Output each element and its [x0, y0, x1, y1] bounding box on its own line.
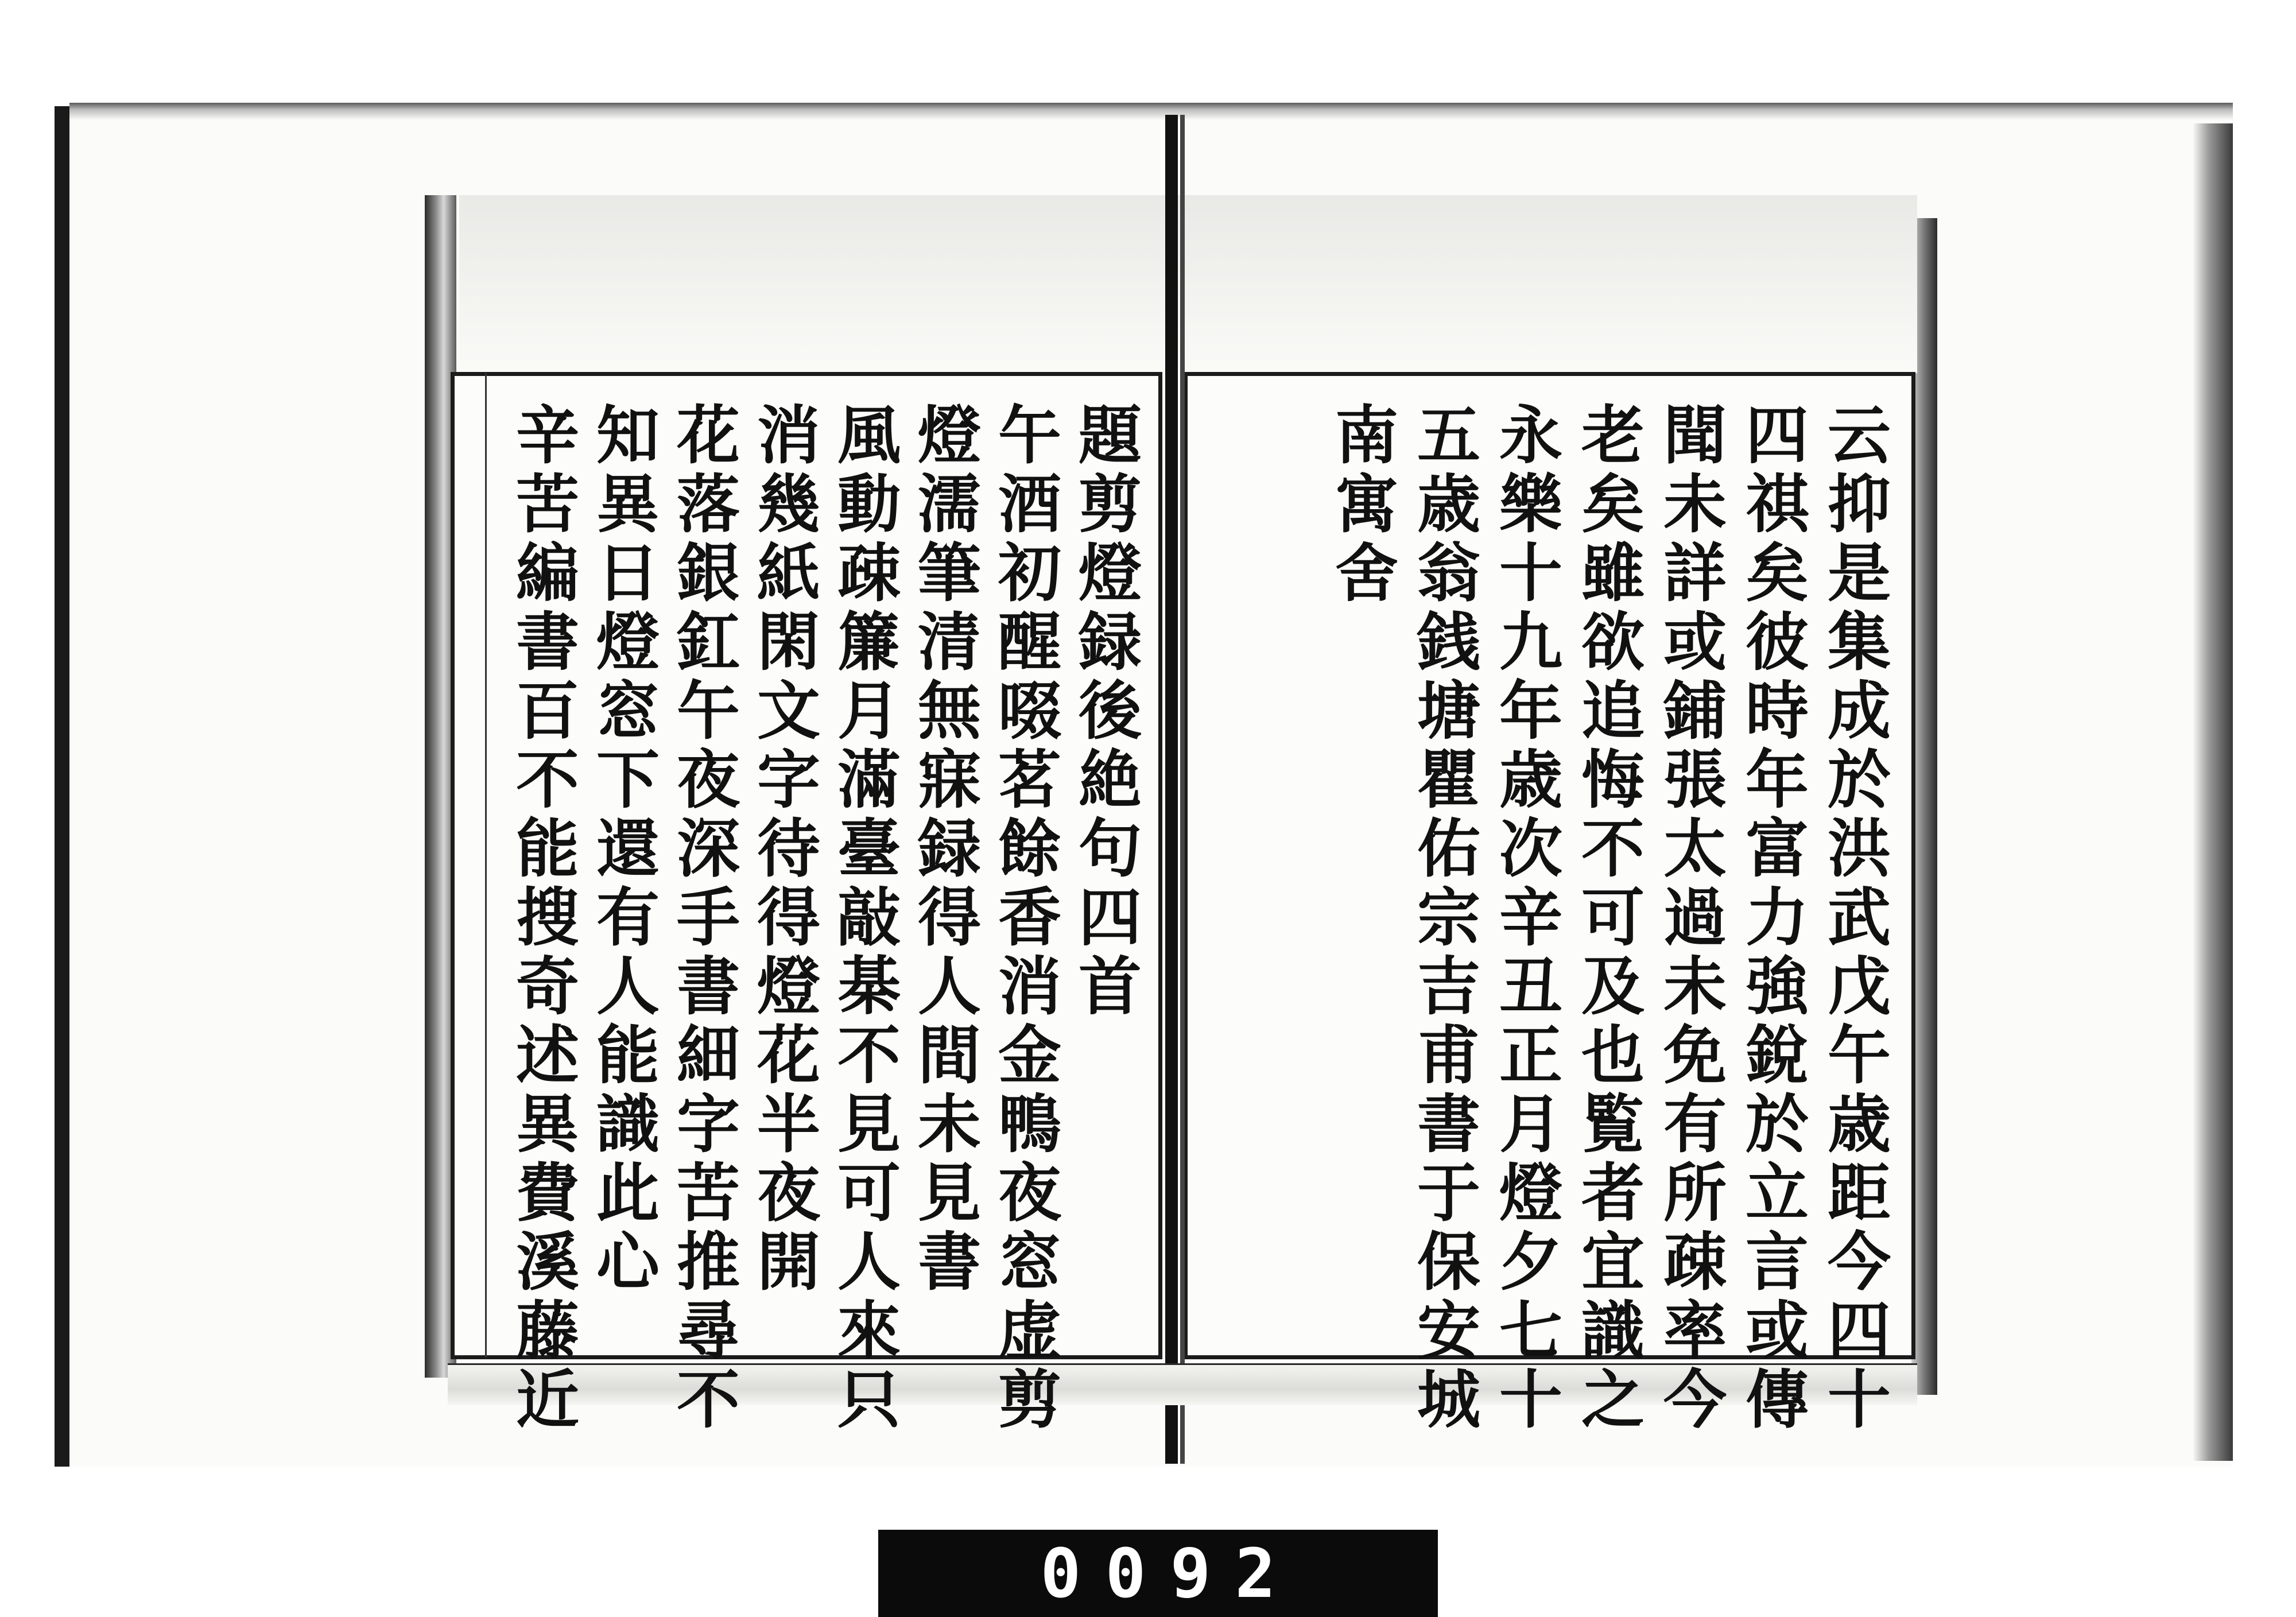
right-page-column-5: 永樂十九年歳次辛丑正月燈夕七十 [1489, 402, 1563, 1435]
right-page-column-6: 五歳翁銭塘瞿佑宗吉甫書于保安城 [1407, 402, 1481, 1435]
left-page-column-1: 題剪燈録後絶句四首 [1068, 402, 1142, 1022]
catalog-number: 0092 [1040, 1534, 1300, 1613]
left-page-column-5: 消幾紙閑文字待得燈花半夜開 [747, 402, 821, 1297]
left-page-gutter-strip [451, 373, 487, 1358]
catalog-number-label [878, 1530, 1438, 1617]
right-page-column-3: 聞未詳或鋪張太過未免有所疎率今 [1653, 402, 1727, 1435]
right-page-column-7: 南寓舍 [1325, 402, 1399, 608]
left-page-column-7: 知異日燈窓下還有人能識此心 [586, 402, 660, 1297]
left-page-column-4: 風動疎簾月滿臺敲棊不見可人來只 [827, 402, 901, 1435]
left-page-column-3: 燈濡筆清無寐録得人間未見書 [907, 402, 982, 1297]
left-page-column-8: 辛苦編書百不能搜奇述異費溪藤近 [506, 402, 580, 1435]
left-page-column-2: 午酒初醒啜茗餘香消金鴨夜窓虚剪 [988, 402, 1062, 1435]
right-page-column-4: 老矣雖欲追悔不可及也覧者宜識之 [1571, 402, 1645, 1435]
top-margin-shadow [459, 195, 1917, 373]
right-page-column-2: 四祺矣彼時年富力強銳於立言或傳 [1735, 402, 1809, 1435]
right-page-column-1: 云抑是集成於洪武戊午歳距今四十 [1817, 402, 1891, 1435]
book-spine [1165, 115, 1178, 1464]
left-page-column-6: 花落銀釭午夜深手書細字苦推尋不 [666, 402, 740, 1435]
